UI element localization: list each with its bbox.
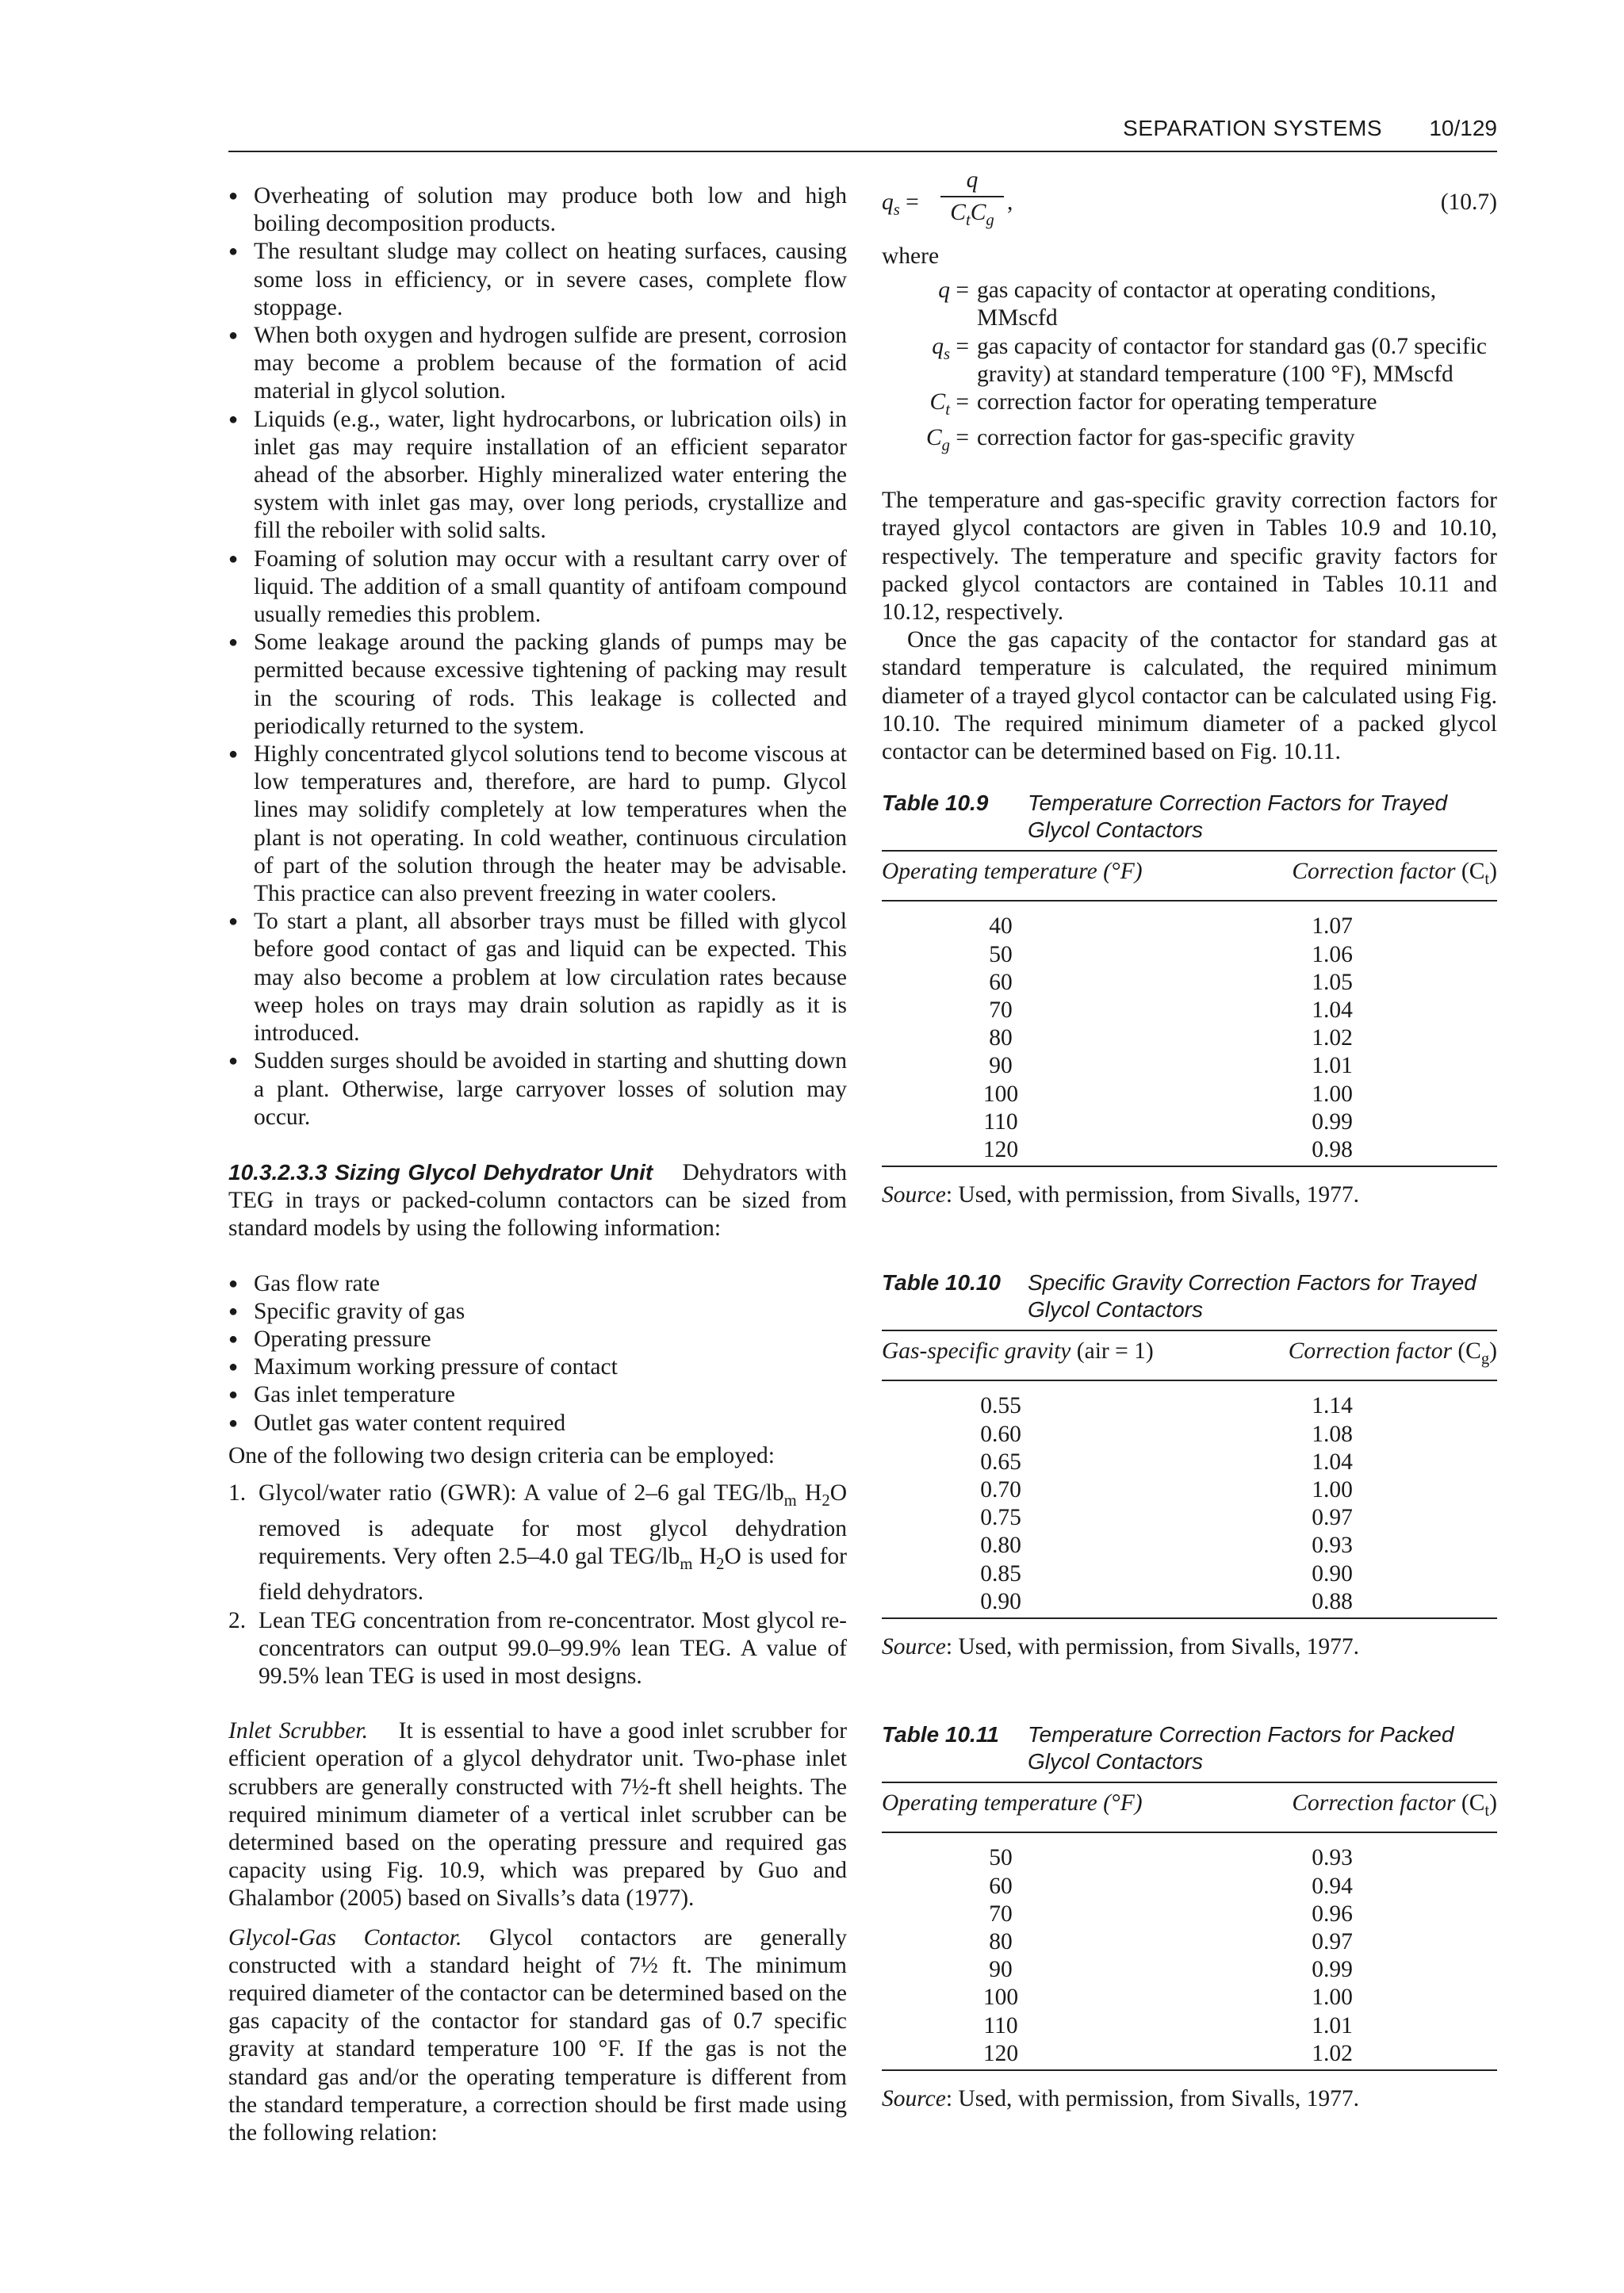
- list-item: ● Highly concentrated glycol solutions tend to become viscous at low temperatures and, therefore, are hard to pump. Glycol lines may solidify completely at low temperatures when the plant is not operating. In cold weather, continuous circulation of part of the solution through the heater may be advisable. This practice can also prevent freezing in water coolers.: [228, 741, 847, 908]
- page-number: 10/129: [1429, 116, 1497, 140]
- table-caption: Table 10.9 Temperature Correction Factors for Trayed Glycol Contactors: [882, 790, 1448, 843]
- table-row: 120 0.98: [982, 1136, 1353, 1162]
- table-row: 90 0.99: [989, 1957, 1353, 1983]
- section-heading: 10.3.2.3.3 Sizing Glycol Dehydrator Unit: [228, 1159, 653, 1185]
- table-caption: Table 10.10 Specific Gravity Correction Factors for Trayed Glycol Contactors: [882, 1270, 1477, 1323]
- table-row: 100 1.00: [982, 1985, 1353, 2011]
- section-text: Dehydrators with TEG in trays or packed-column contactors can be sized from standard models by using the following information:: [228, 1159, 848, 1242]
- list-item: ● Maximum working pressure of contact: [228, 1353, 847, 1381]
- correction-factors-paragraph: The temperature and gas-specific gravity correction factors for trayed glycol contactors are given in Tables 10.9 and 10.10, respectively. The temperature and specific gravity factors for packed glycol contactors are contained in Tables 10.11 and 10.12, respectively.: [882, 488, 1497, 626]
- table-header: Gas-specific gravity (air = 1) Correction factor $(C_g)$: [882, 1338, 1497, 1369]
- table-10-11: [882, 1721, 1497, 2113]
- table-row: 0.80 0.93: [980, 1533, 1353, 1559]
- sizing-section: [228, 1158, 847, 1243]
- table-row: 70 0.96: [989, 1901, 1353, 1927]
- list-item: ● When both oxygen and hydrogen sulfide are present, corrosion may become a problem because of the formation of acid material in glycol solution.: [228, 322, 847, 406]
- list-number: 2.: [228, 1607, 247, 1633]
- list-item: 1. Glycol/water ratio (GWR): A value of 2–6 gal TEG/$lb_m$ $H_2O$ removed is adequate for most glycol dehydration requirements. Very often 2.5–4.0 gal TEG/$lb_m$ $H_2O$ is used for field dehydrators.: [228, 1480, 847, 1606]
- table-row: 70 1.04: [989, 997, 1353, 1023]
- table-row: 50 0.93: [989, 1845, 1353, 1871]
- list-item: ● Liquids (e.g., water, light hydrocarbons, or lubrication oils) in inlet gas may require installation of an efficient separator ahead of the absorber. Highly mineralized water entering the system with inlet gas may, over long periods, crystallize and fill the reboiler with solid salts.: [228, 406, 847, 545]
- table-row: 80 1.02: [989, 1025, 1353, 1051]
- list-item: ● Outlet gas water content required: [228, 1410, 847, 1437]
- table-row: 0.55 1.14: [980, 1393, 1353, 1419]
- criteria-list: [228, 1480, 847, 1690]
- table-source: Source: Used, with permission, from Sivalls, 1977.: [882, 1634, 1359, 1660]
- table-row: 40 1.07: [989, 913, 1353, 940]
- header-title: SEPARATION SYSTEMS: [1123, 116, 1382, 140]
- table-row: 110 1.01: [983, 2012, 1353, 2038]
- list-item: 2. Lean TEG concentration from re-concentrator. Most glycol re-concentrators can output 99.0–99.9% lean TEG. A value of 99.5% lean TEG is used in most designs.: [228, 1607, 847, 1689]
- inlet-scrubber-paragraph: Inlet Scrubber. It is essential to have a good inlet scrubber for efficient operation of a glycol dehydrator unit. Two-phase inlet scrubbers are generally constructed with 7½-ft shell heights. The required minimum diameter of a vertical inlet scrubber can be determined based on the operating pressure and required gas capacity using Fig. 10.9, which was prepared by Guo and Ghalambor (2005) based on Sivalls’s data (1977).: [228, 1718, 848, 1912]
- contactor-paragraph: Glycol-Gas Contactor. Glycol contactors are generally constructed with a standard height of 7½ ft. The minimum required diameter of the contactor can be determined based on the gas capacity of the contactor for standard gas of 0.7 specific gravity at standard temperature 100 °F. If the gas is not the standard gas and/or the operating temperature is different from the standard temperature, a correction should be first made using the following relation:: [228, 1924, 847, 2146]
- list-item: ● Foaming of solution may occur with a resultant carry over of liquid. The addition of a small quantity of antifoam compound usually remedies this problem.: [228, 545, 847, 630]
- contactor-title: Glycol-Gas Contactor.: [228, 1924, 462, 1950]
- table-caption: Table 10.11 Temperature Correction Factors for Packed Glycol Contactors: [882, 1722, 1454, 1774]
- table-10-9: [882, 790, 1497, 1209]
- table-row: 110 0.99: [983, 1108, 1353, 1135]
- info-bullet-list: [228, 1270, 847, 1437]
- table-row: 60 1.05: [989, 969, 1353, 995]
- table-source: Source: Used, with permission, from Sivalls, 1977.: [882, 1182, 1359, 1208]
- list-item: ● Specific gravity of gas: [228, 1298, 847, 1326]
- list-number: 1.: [228, 1480, 247, 1506]
- table-source: Source: Used, with permission, from Sivalls, 1977.: [882, 2086, 1359, 2111]
- table-row: 0.75 0.97: [980, 1505, 1353, 1531]
- where-label: where: [882, 243, 940, 269]
- definition-row: $C_t$ = correction factor for operating temperature: [929, 389, 1377, 419]
- table-row: 0.60 1.08: [980, 1421, 1353, 1447]
- table-row: 80 0.97: [989, 1928, 1353, 1954]
- contactor-diameter-paragraph: Once the gas capacity of the contactor for standard gas at standard temperature is calculated, the required minimum diameter of a trayed glycol contactor can be calculated using Fig. 10.10. The required minimum diameter of a packed glycol contactor can be determined based on Fig. 10.11.: [882, 627, 1497, 765]
- list-item: ● The resultant sludge may collect on heating surfaces, causing some loss in efficiency, or in severe cases, complete flow stoppage.: [228, 238, 847, 322]
- equation-number: (10.7): [1440, 189, 1497, 215]
- definition-row: $q_s$ = gas capacity of contactor for standard gas (0.7 specific gravity) at standard temperature (100 °F), MMscfd: [932, 333, 1487, 387]
- list-item: ● Gas inlet temperature: [228, 1381, 847, 1409]
- table-row: 60 0.94: [989, 1873, 1353, 1899]
- inlet-scrubber-title: Inlet Scrubber.: [228, 1718, 368, 1744]
- list-item: ● Sudden surges should be avoided in starting and shutting down a plant. Otherwise, large carryover losses of solution may occur.: [228, 1047, 847, 1131]
- criteria-intro: One of the following two design criteria can be employed:: [228, 1442, 775, 1468]
- variable-definitions: [914, 277, 1497, 460]
- table-header: Operating temperature (°F) Correction factor $(C_t)$: [882, 1790, 1497, 1820]
- issues-bullet-list: [228, 182, 847, 1131]
- definition-row: q = gas capacity of contactor at operating conditions, MMscfd: [938, 278, 1437, 331]
- right-column: [882, 167, 1497, 2113]
- table-row: 100 1.00: [982, 1081, 1353, 1107]
- table-row: 0.70 1.00: [980, 1477, 1353, 1503]
- table-row: 120 1.02: [982, 2040, 1353, 2066]
- table-row: 0.85 0.90: [980, 1560, 1353, 1587]
- definition-row: $C_g$ = correction factor for gas-specific gravity: [925, 425, 1355, 454]
- left-column: [228, 182, 847, 2147]
- table-row: 0.65 1.04: [980, 1449, 1353, 1475]
- table-10-10: [882, 1269, 1497, 1661]
- list-item: ● Operating pressure: [228, 1326, 847, 1353]
- table-row: 0.90 0.88: [980, 1588, 1353, 1614]
- list-item: ● Gas flow rate: [228, 1270, 847, 1298]
- list-item: ● To start a plant, all absorber trays must be filled with glycol before good contact of gas and liquid can be expected. This may also become a problem at low circulation rates because weep holes on trays may drain solution as rapidly as it is introduced.: [228, 908, 847, 1047]
- list-item: ● Some leakage around the packing glands of pumps may be permitted because excessive tightening of packing may result in the scouring of rods. This leakage is collected and periodically returned to the system.: [228, 629, 847, 741]
- table-row: 50 1.06: [989, 941, 1353, 967]
- equation-lhs: $q_s$ =: [882, 189, 919, 219]
- equation-10-7: $q_s$ = q $C_tC_g$ , (10.7): [882, 167, 1497, 238]
- running-header: [228, 111, 1497, 152]
- table-header: Operating temperature (°F) Correction factor $(C_t)$: [882, 859, 1497, 889]
- list-item: ● Overheating of solution may produce both low and high boiling decomposition products.: [228, 182, 847, 238]
- table-row: 90 1.01: [989, 1053, 1353, 1079]
- equation-fraction: q $C_tC_g$: [940, 167, 1004, 235]
